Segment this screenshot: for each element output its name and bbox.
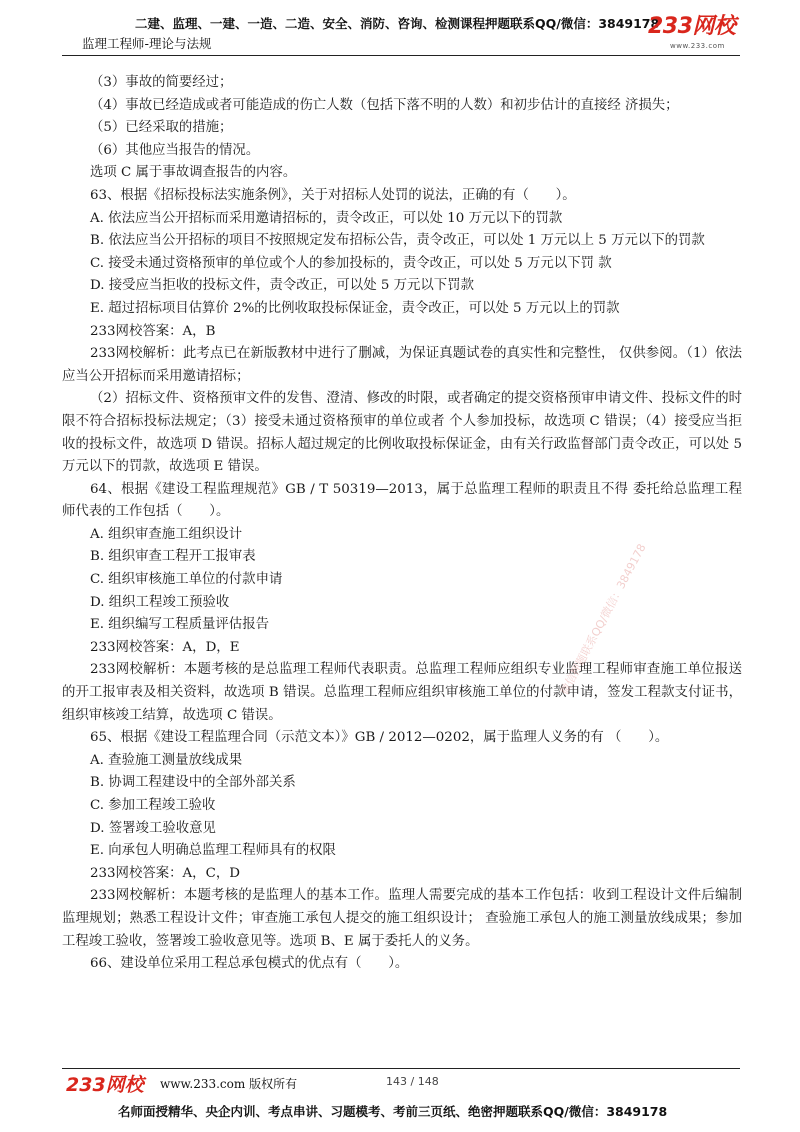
option-a: A. 组织审查施工组织设计 — [90, 526, 243, 542]
page-header — [0, 0, 800, 56]
question-65: 65、根据《建设工程监理合同（示范文本）》GB / 2012—0202，属于监理人义务的有 （ ）。 — [90, 730, 669, 746]
option-e: E. 超过招标项目估算价 2%的比例收取投标保证金，责令改正，可以处 5 万元以上的罚款 — [90, 300, 620, 316]
question-63: 63、根据《招标投标法实施条例》，关于对招标人处罚的说法，正确的有（ ）。 — [90, 187, 576, 203]
footer-promo-text: 名师面授精华、央企内训、考点串讲、习题模考、考前三页纸、绝密押题联系QQ/微信：3849178 — [118, 1104, 668, 1119]
analysis: 233网校解析：此考点已在新版教材中进行了删减，为保证真题试卷的真实性和完整性， 仅供参阅。（1）依法应当公开招标而采用邀请招标； — [62, 346, 742, 384]
question-66: 66、建设单位采用工程总承包模式的优点有（ ）。 — [90, 956, 409, 972]
question-64: 64、根据《建设工程监理规范》GB / T 50319—2013，属于总监理工程师的职责且不得 委托给总监理工程师代表的工作包括（ ）。 — [62, 481, 742, 520]
analysis: 233网校解析：本题考核的是监理人的基本工作。监理人需要完成的基本工作包括：收到工程设计文件后编制监理规划；熟悉工程设计文件；审查施工承包人提交的施工组织设计； 查验施工承包人的施工测量放线成果；参加工程竣工验收，签署竣工验收意见等。选项 B、E 属于委托人的义务。 — [62, 888, 742, 949]
footer-site-text: www.233.com 版权所有 — [160, 1077, 298, 1091]
option-c: C. 接受未通过资格预审的单位或个人的参加投标的，责令改正，可以处 5 万元以下罚 款 — [90, 255, 612, 271]
analysis: （2）招标文件、资格预审文件的发售、澄清、修改的时限，或者确定的提交资格预审申请文件、投标文件的时限不符合招标投标法规定；（3）接受未通过资格预审的单位或者 个人参加投标，故选项 C 错误；（4）接受应当拒收的投标文件，故选项 D 错误。招标人超过规定的比例收取投标保证金，由有关行政监督部门责令改正，可以处 5 万元以下的罚款，故选项 E 错误。 — [62, 391, 742, 475]
option-d: D. 签署竣工验收意见 — [90, 820, 216, 836]
footer-divider — [62, 1068, 740, 1069]
answer: 233网校答案：A，D，E — [90, 639, 240, 655]
brand-logo — [648, 14, 740, 54]
answer: 233网校答案：A，C，D — [90, 865, 240, 881]
footer-logo: 233网校 — [66, 1074, 144, 1096]
answer: 233网校答案：A，B — [90, 323, 216, 339]
header-divider — [62, 55, 740, 56]
paragraph: 选项 C 属于事故调查报告的内容。 — [90, 165, 297, 181]
logo-text: 233网校 — [648, 14, 736, 39]
option-e: E. 向承包人明确总监理工程师具有的权限 — [90, 843, 336, 859]
analysis: 233网校解析：本题考核的是总监理工程师代表职责。总监理工程师应组织专业监理工程师审查施工单位报送的开工报审表及相关资料，故选项 B 错误。总监理工程师应组织审核施工单位的付款申请，签发工程款支付证书，组织审核竣工结算，故选项 C 错误。 — [62, 662, 742, 723]
header-promo-text: 二建、监理、一建、一造、二造、安全、消防、咨询、检测课程押题联系QQ/微信：3849178 — [135, 16, 660, 31]
option-c: C. 参加工程竣工验收 — [90, 798, 216, 813]
option-a: A. 依法应当公开招标而采用邀请招标的，责令改正，可以处 10 万元以下的罚款 — [90, 210, 563, 226]
option-d: D. 组织工程竣工预验收 — [90, 594, 230, 610]
watermark: 微信押题联系QQ/微信：3849178 — [557, 541, 649, 698]
page-number: 143 / 148 — [386, 1075, 439, 1088]
option-b: B. 依法应当公开招标的项目不按照规定发布招标公告，责令改正，可以处 1 万元以上 5 万元以下的罚款 — [90, 233, 705, 249]
paragraph: （4）事故已经造成或者可能造成的伤亡人数（包括下落不明的人数）和初步估计的直接经 济损失； — [90, 97, 679, 113]
paragraph: （6）其他应当报告的情况。 — [90, 142, 260, 158]
option-a: A. 查验施工测量放线成果 — [90, 752, 243, 768]
logo-url: www.233.com — [670, 42, 725, 50]
paragraph: （3）事故的简要经过； — [90, 75, 233, 90]
option-e: E. 组织编写工程质量评估报告 — [90, 617, 269, 633]
option-b: B. 协调工程建设中的全部外部关系 — [90, 775, 296, 791]
paragraph: （5）已经采取的措施； — [90, 120, 233, 136]
header-subtitle: 监理工程师-理论与法规 — [82, 36, 212, 51]
option-d: D. 接受应当拒收的投标文件，责令改正，可以处 5 万元以下罚款 — [90, 278, 474, 294]
option-c: C. 组织审核施工单位的付款申请 — [90, 572, 283, 588]
option-b: B. 组织审查工程开工报审表 — [90, 549, 256, 565]
document-body — [62, 72, 742, 976]
